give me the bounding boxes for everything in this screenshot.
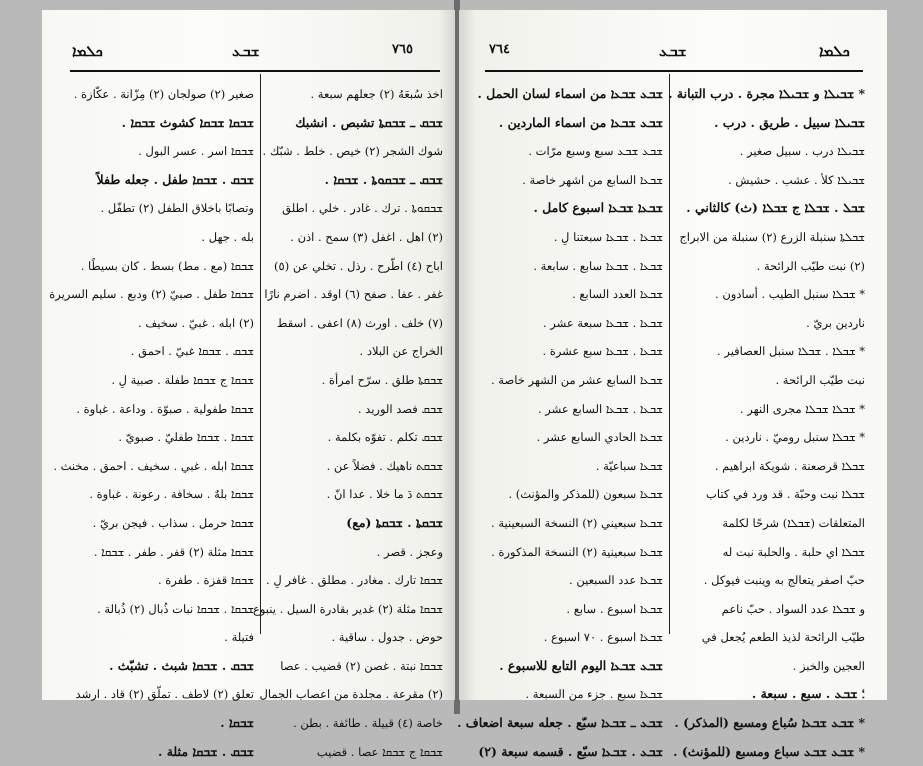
right-page-number: ٧٦٤ xyxy=(489,42,510,57)
entry-line: ܫܒܩܐ مثلة (٢) غدير بقادرة السيل . ينبوع . xyxy=(245,601,443,616)
right-page-header xyxy=(459,42,887,64)
entry-line: ܫܒܩ ـ ܫܒܩܬܐ تشبص . انشبك xyxy=(295,114,443,130)
entry-line: ܫܒܠܐ اي حلبة . والحلبة نبت له xyxy=(722,544,865,559)
entry-line: و ܫܒܠܐ عدد السواد . حبّ ناعم xyxy=(721,601,865,616)
entry-line: ܫܒܥܐ الحادي السابع عشر . xyxy=(536,430,663,445)
entry-line: ܫܒܩܐ مثلة (٢) قفر . طفر . ܫܒܩܐ . xyxy=(93,544,254,559)
entry-line: ܫܒܥܐ سبع . جزء من السبعة . xyxy=(525,687,663,702)
entry-line: ܫܒܥܐ سبعينية (٢) النسخة المذكورة . xyxy=(491,544,663,559)
right-header-running-title: ܟܠܡܐ xyxy=(819,42,850,60)
entry-line: ܫܒܥܐ اسبوع . ٧٠ اسبوع . xyxy=(543,630,663,645)
entry-line: (٢) اهل . اغفل (٣) سمح . اذن . xyxy=(290,229,443,244)
entry-line: ܫܒܝܠܐ كلأ . عشب . حشيش . xyxy=(728,172,865,187)
entry-line: ܫܒܩܐ ܫܒܩܐ كشوث ܫܒܩܐ . xyxy=(121,114,254,130)
right-page-right-column xyxy=(668,80,865,766)
entry-line: ܫܒܠܐ قرصعنة . شويكة ابراهيم . xyxy=(714,458,865,473)
entry-line: ܫܒܩܬܐ . ܫܒܩܬܐ (مع) xyxy=(346,514,443,530)
entry-line: تعلق (٢) لاطف . تملّق (٢) قاد . ارشد xyxy=(75,687,254,702)
entry-line: ܫܒܥܐ السابع من اشهر خاصة . xyxy=(522,172,663,187)
entry-line: اباح (٤) اطّرح . رذل . تخلي عن (٥) xyxy=(274,258,443,273)
left-page-left-column xyxy=(49,80,254,766)
entry-line: * ܫܒܠܐ . ܫܒܠܐ سنبل العصافير . xyxy=(717,344,865,359)
entry-line: * ܫܒܝܠܐ و ܫܒܝܠܐ مجرة . درب التبانة . xyxy=(668,86,865,101)
entry-line: المتعلقات (ܫܒܠܐ) شرحًا لكلمة xyxy=(722,515,865,530)
entry-line: اخذ سُبعَهُ (٢) جعلهم سبعة . xyxy=(310,87,443,101)
entry-line: ܫܒܩܬ ناهيك . فضلاً عن . xyxy=(326,458,443,473)
entry-line: ܫܒܩܘܬܐ . ترك . غادر . خلي . اطلق xyxy=(282,201,443,216)
entry-line: ܫܒܥܐ . ܫܒܥܐ سابع . سابعة . xyxy=(533,258,663,273)
entry-line: ܫܒܩ . ܫܒܩܐ طفل . جعله طفلاً xyxy=(96,171,254,187)
entry-line: ܫܒܠܐ نبت وحبّة . قد ورد في كتاب xyxy=(706,487,865,502)
entry-line: ܫܒܩܐ نبتة . غصن (٢) قضيب . عصا xyxy=(280,658,443,673)
entry-line: بله . جهل . xyxy=(201,229,254,244)
left-page-header xyxy=(42,42,455,64)
entry-line: ܫܒܩ فصد الوريد . xyxy=(357,401,443,416)
entry-line: ܫܒܩܐ ج ܫܒܩܐ عصا . قضيب xyxy=(316,744,443,759)
entry-line: ܫܒܥܐ العدد السابع . xyxy=(572,287,663,302)
entry-line: ܫܒܩܬܐ طلق . سرّح امرأة . xyxy=(321,372,443,387)
entry-line: ܫܒܠ . ܫܒܠܐ ج ܫܒܠܐ (ث) كالثاني . xyxy=(686,200,865,216)
left-page xyxy=(42,10,455,759)
entry-line: ܫܒܩܐ ج ܫܒܩܐ طفلة . صبية لِ . xyxy=(111,372,254,387)
entry-line: ܫܒܥ . ܫܒܥܐ سبّع . قسمه سبعة (٢) xyxy=(478,743,663,759)
entry-line: خاصة (٤) قبيلة . طائفة . بطن . xyxy=(293,716,443,731)
right-page-left-column xyxy=(457,80,663,766)
entry-line: ܫܒܥܐ . ܫܒܥܐ سبع عشرة . xyxy=(542,344,663,359)
entry-line: ܫܒܥܐ اسبوع . سابع . xyxy=(566,601,663,616)
entry-line: ܫܒܥܐ . ܫܒܥܐ السابع عشر . xyxy=(537,401,663,416)
entry-line: ܫܒܩܐ طفل . صبيّ (٢) ودبع . سليم السريرة xyxy=(49,287,254,302)
entry-line: ܫܒܩܐ . xyxy=(220,715,254,731)
entry-line: ܫܒܝܠܐ درب . سبيل صغير . xyxy=(739,144,865,159)
entry-line: * ܫܒܥ ܫܒܥ سباع ومسبع (للمؤنث) . xyxy=(673,743,865,759)
right-column-divider xyxy=(669,74,670,634)
entry-line: ناردين بريّ . xyxy=(806,315,865,330)
entry-line: ܫܒܩܬ دَ ما خلا . عدا انّ . xyxy=(326,487,443,502)
entry-line: ܫܒܩܐ قفزة . طفرة . xyxy=(157,573,254,588)
left-header-rule xyxy=(70,70,440,72)
left-column-divider xyxy=(260,74,261,634)
entry-line: ܫܒܥ ـ ܫܒܥܐ سبّع . جعله سبعة اضعاف . xyxy=(457,715,663,731)
entry-line: فتيلة . xyxy=(224,630,254,645)
entry-line: ܫܒܩ تكلم . تفوّه بكلمة . xyxy=(327,430,443,445)
entry-line: (٧) خلف . اورث (٨) اعفى . اسقط xyxy=(276,315,443,330)
entry-line: ܫܒܩܐ (مع . مط) بسط . كان بسيطًا . xyxy=(80,258,254,273)
entry-line: ܫܒܥܐ السابع عشر من الشهر خاصة . xyxy=(490,372,663,387)
entry-line: وتصابًا باخلاق الطفل (٢) تطفّل . xyxy=(100,201,254,216)
entry-line: ܫܒܥ ܫܒܥܐ اليوم التابع للاسبوع . xyxy=(499,657,663,673)
entry-line: ܫܒܩܐ طفولية . صبوّة . وداعة . غباوة . xyxy=(76,401,254,416)
entry-line: ܫܒܥܐ سبعون (للمذكر والمؤنث) . xyxy=(508,487,663,502)
entry-line: ܫܒܩ . ܫܒܩܐ شبث . تشبّث . xyxy=(109,657,254,673)
entry-line: العجين والخبز . xyxy=(792,658,865,673)
right-page xyxy=(457,10,887,759)
entry-line: غفر . عفا . صفح (٦) اوقد . اضرم نارًا xyxy=(264,287,443,302)
left-page-number: ٧٦٥ xyxy=(392,42,413,57)
entry-line: ܫܒܩܐ حرمل . سذاب . فيجن بريّ . xyxy=(92,515,254,530)
entry-line: ܫܒܩ . ܫܒܩܐ مثلة . xyxy=(158,743,254,759)
entry-line: * ܫܒܠܐ سنبل الطيب . أسادون . xyxy=(715,287,865,302)
entry-line: ܫܒܩܐ ابله . غبي . سخيف . احمق . مخنث . xyxy=(53,458,254,473)
entry-line: * ܫܒܠܐ سنبل روميّ . ناردين . xyxy=(725,430,865,445)
entry-line: ܫܒܥܐ . ܫܒܥܐ سبعة عشر . xyxy=(542,315,663,330)
entry-line: ܫܒܥܐ سباعيّة . xyxy=(595,458,663,473)
entry-line: ܫܒܥ ܫܒܥܐ من اسماء لسان الحمل . xyxy=(477,86,663,101)
entry-line: ܫܒܥ ܫܒܥܐ من اسماء الماردين . xyxy=(498,114,663,130)
entry-line: ܫܒܩ ـ ܫܒܩܘܬܐ . ܫܒܩܐ . xyxy=(324,171,443,187)
entry-line: شوك الشجر (٢) خيص . خلط . شبّك . xyxy=(262,144,443,159)
left-page-right-column xyxy=(245,80,443,766)
right-header-root: ܫܒܥ xyxy=(659,42,687,60)
entry-line: (٢) مقرعة . مجلدة من اعصاب الجمال xyxy=(259,687,443,702)
entry-line: ܫܒܩܐ تارك . مغادر . مطلق . غافر لِ . xyxy=(266,573,443,588)
entry-line: ؛ ܫܒܥ . سبع . سبعة . xyxy=(751,686,865,702)
entry-line: حبّ اصفر يتعالج به وينبت فيوكل . xyxy=(703,573,865,588)
left-header-root: ܫܒܥ xyxy=(232,42,260,60)
entry-line: ܫܒܥܐ عدد السبعين . xyxy=(569,573,663,588)
entry-line: ܫܒܩܐ اسر . عسر البول . xyxy=(138,144,254,159)
entry-line: الخراج عن البلاد . xyxy=(359,344,443,359)
entry-line: (٢) ابله . غبيّ . سخيف . xyxy=(138,315,254,330)
entry-line: ܫܒܥ ܫܒܥ سبع وسبع مرّات . xyxy=(528,144,663,159)
entry-line: ܫܒܥܐ . ܫܒܥܐ سبعتنا لِ . xyxy=(553,229,663,244)
entry-line: ܫܒܝܠܐ سبيل . طريق . درب . xyxy=(714,114,865,130)
entry-line: ܫܒܩܐ بلهٌ . سخافة . رعونة . غباوة . xyxy=(89,487,254,502)
entry-line: حوض . جدول . ساقية . xyxy=(331,630,443,645)
entry-line: ܫܒܩܐ . ܫܒܩܐ طفليّ . صبويّ . xyxy=(118,430,254,445)
entry-line: ܫܒܥܐ ܫܒܥܐ اسبوع كامل . xyxy=(533,200,663,216)
entry-line: ܫܒܩܐ . ܫܒܩܐ نبات ذُبال (٢) ذُبالة . xyxy=(97,601,254,616)
left-header-running-title: ܟܠܡܐ xyxy=(72,42,103,60)
entry-line: * ܫܒܠܐ ܫܒܠܐ مجرى النهر . xyxy=(739,401,865,416)
entry-line: نبت طيّب الرائحة . xyxy=(775,372,865,387)
entry-line: طيّب الرائحة لذيذ الطعم يُجعل في xyxy=(701,630,865,645)
entry-line: صغير (٢) صولجان (٢) مِزّانة . عكّازة . xyxy=(73,87,254,101)
entry-line: ܫܒܩ . ܫܒܩܐ غبيّ . احمق . xyxy=(130,344,254,359)
entry-line: (٢) نبت طيّب الرائحة . xyxy=(756,258,865,273)
entry-line: ܫܒܥܐ سبعيني (٢) النسخة السبعينية . xyxy=(491,515,663,530)
entry-line: ܫܒܠܬܐ سنبلة الزرع (٢) سنبلة من الابراج xyxy=(679,229,865,244)
right-header-rule xyxy=(485,70,863,72)
entry-line: وعجز . قصر . xyxy=(376,544,443,559)
entry-line: * ܫܒܥ ܫܒܥܐ سُباع ومسبع (المذكر) . xyxy=(674,715,865,731)
